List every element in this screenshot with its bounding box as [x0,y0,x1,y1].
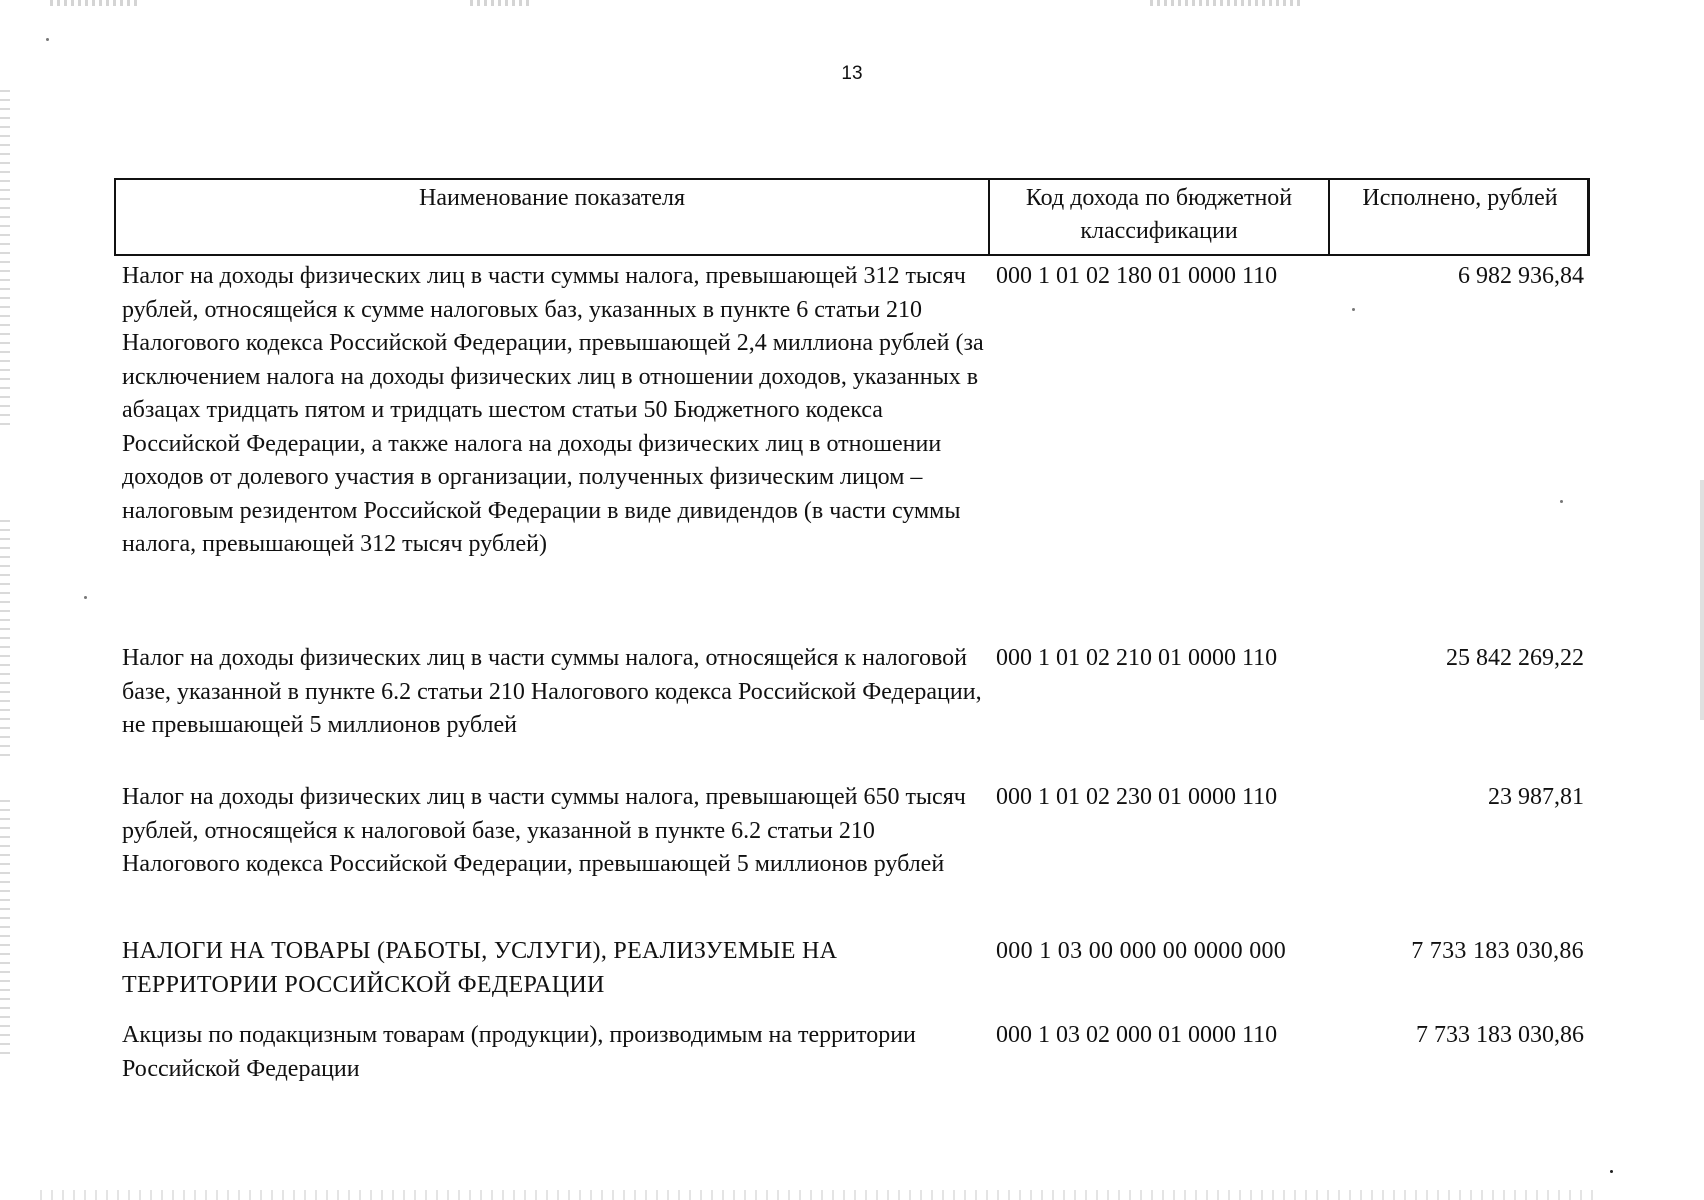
row-executed-amount: 7 733 183 030,86 [1416,1022,1584,1048]
scan-noise-left-edge-3 [0,800,10,1060]
row-executed-amount: 25 842 269,22 [1446,645,1584,671]
row-income-code: 000 1 01 02 230 01 0000 110 [996,784,1278,810]
scan-noise-bottom [40,1190,1600,1200]
scan-speck [84,596,87,599]
scan-noise-left-edge-2 [0,520,10,760]
table-header [114,178,1590,256]
row-indicator-name: Налог на доходы физических лиц в части суммы налога, превышающей 650 тысяч рублей, относящейся к налоговой базе, указанной в пункте 6.2 статьи 210 Налогового кодекса Российской Федерации, превышающей 5 миллионов рублей [122,784,966,877]
scan-speck [1560,500,1563,503]
row-income-code: 000 1 03 00 000 00 0000 000 [996,938,1287,964]
row-income-code: 000 1 01 02 180 01 0000 110 [996,263,1278,289]
page-number: 13 [841,63,863,84]
header-amount-column: Исполнено, рублей [1328,180,1590,254]
row-income-code: 000 1 03 02 000 01 0000 110 [996,1022,1278,1048]
scan-noise-top-right [1150,0,1300,6]
header-name-column: Наименование показателя [419,185,685,211]
row-indicator-name: Налог на доходы физических лиц в части суммы налога, превышающей 312 тысяч рублей, относящейся к сумме налоговых баз, указанных в пункте 6 статьи 210 Налогового кодекса Российской Федерации, превышающей 2,4 миллиона рублей (за исключением налога на доходы физических лиц в отношении доходов, указанных в абзацах тридцать пятом и тридцать шестом статьи 50 Бюджетного кодекса Российской Федерации, а также налога на доходы физических лиц в отношении доходов от долевого участия в организации, полученных физическим лицом – налоговым резидентом Российской Федерации в виде дивидендов (в части суммы налога, превышающей 312 тысяч рублей) [122,263,984,557]
scan-speck [1610,1170,1613,1173]
row-executed-amount: 7 733 183 030,86 [1411,938,1584,964]
header-code-column: Код дохода по бюджетной классификации [988,180,1328,254]
row-executed-amount: 23 987,81 [1488,784,1584,810]
scan-speck [46,38,49,41]
scan-noise-top-mid [470,0,530,6]
row-indicator-name: Акцизы по подакцизным товарам (продукции), производимым на территории Российской Федерации [122,1022,916,1082]
scan-noise-right-edge [1700,0,1704,1200]
scan-speck [1352,308,1355,311]
scan-noise-top-left [50,0,140,6]
row-indicator-name: НАЛОГИ НА ТОВАРЫ (РАБОТЫ, УСЛУГИ), РЕАЛИЗУЕМЫЕ НА ТЕРРИТОРИИ РОССИЙСКОЙ ФЕДЕРАЦИИ [122,938,838,998]
row-executed-amount: 6 982 936,84 [1458,263,1584,289]
row-income-code: 000 1 01 02 210 01 0000 110 [996,645,1278,671]
row-indicator-name: Налог на доходы физических лиц в части суммы налога, относящейся к налоговой базе, указанной в пункте 6.2 статьи 210 Налогового кодекса Российской Федерации, не превышающей 5 миллионов рублей [122,645,982,738]
scan-noise-left-edge-1 [0,90,10,430]
